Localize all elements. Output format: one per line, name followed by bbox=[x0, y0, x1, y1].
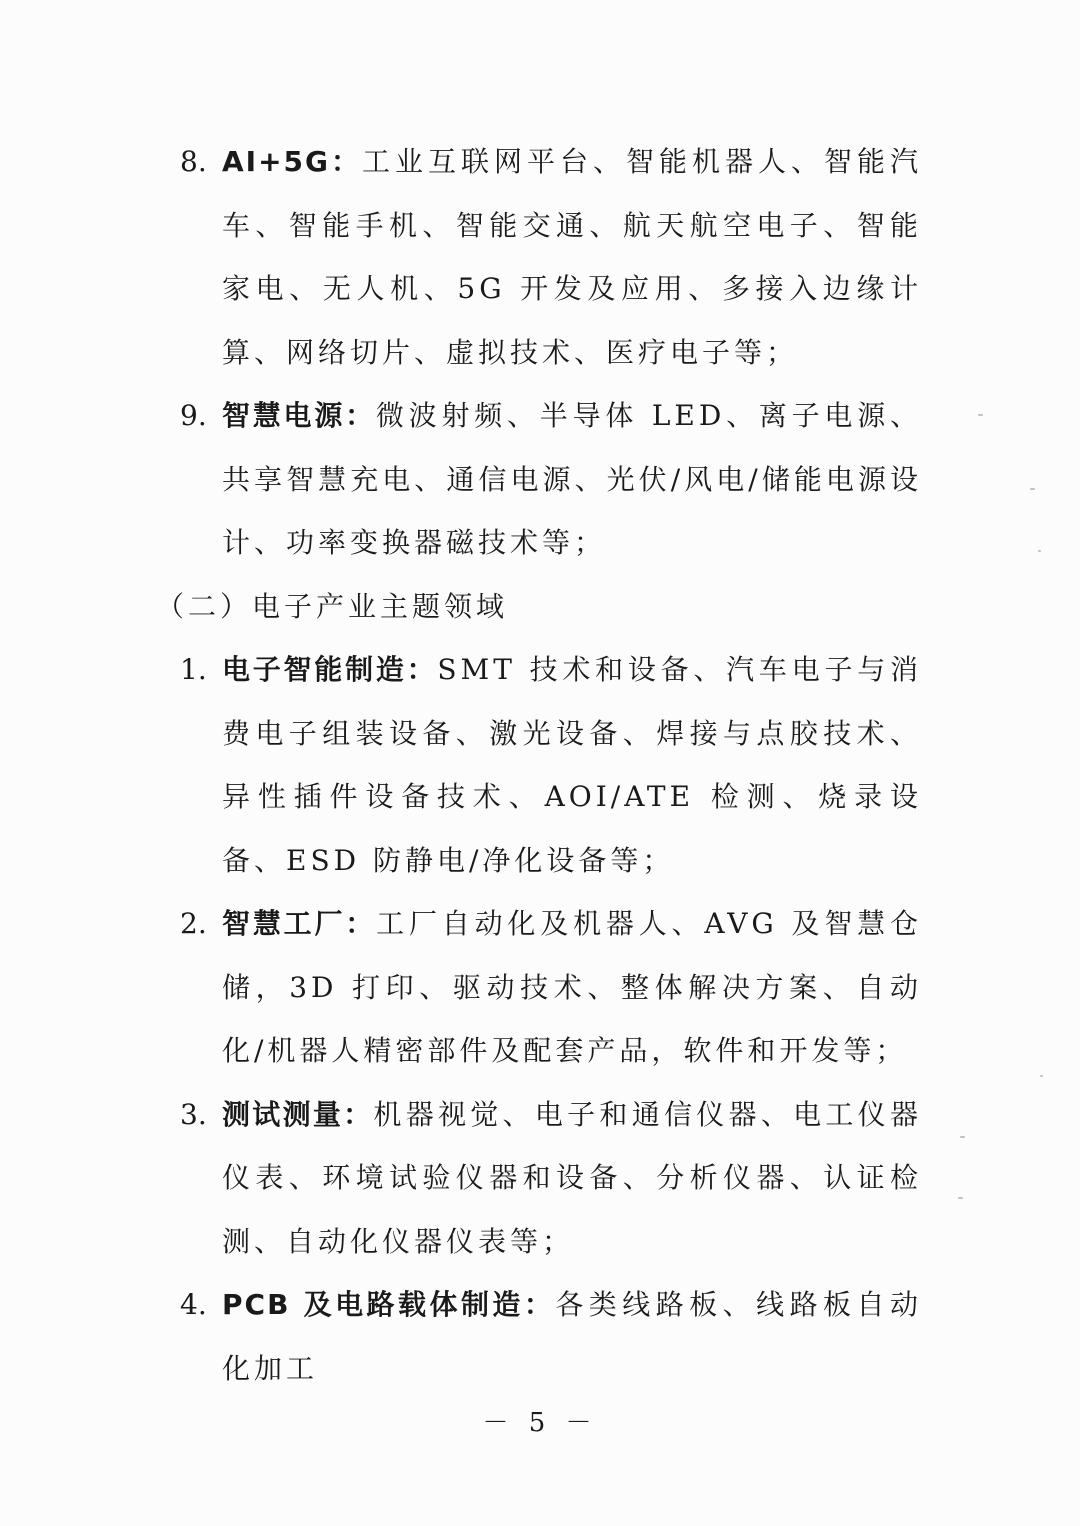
list-item-text: SMT 技术和设备、汽车电子与消费电子组装设备、激光设备、焊接与点胶技术、异性插件设备技术、AOI/ATE 检测、烧录设备、ESD 防静电/净化设备等； bbox=[222, 653, 922, 877]
list-item-2 bbox=[0, 892, 1080, 1083]
list-item-text: 微波射频、半导体 LED、离子电源、共享智慧充电、通信电源、光伏/风电/储能电源设计、功率变换器磁技术等； bbox=[222, 399, 922, 559]
list-item-body bbox=[222, 1083, 922, 1274]
list-item-number: 1. bbox=[180, 653, 207, 686]
list-item-text: 工业互联网平台、智能机器人、智能汽车、智能手机、智能交通、航天航空电子、智能家电、无人机、5G 开发及应用、多接入边缘计算、网络切片、虚拟技术、医疗电子等； bbox=[222, 145, 922, 369]
list-item-term: AI+5G： bbox=[222, 145, 363, 178]
list-item-text: 机器视觉、电子和通信仪器、电工仪器仪表、环境试验仪器和设备、分析仪器、认证检测、自动化仪器仪表等； bbox=[222, 1097, 922, 1258]
list-item-number: 3. bbox=[180, 1097, 207, 1131]
list-item-term: 智慧电源： bbox=[222, 399, 376, 432]
list-item-body bbox=[222, 1273, 922, 1400]
list-item-body bbox=[222, 892, 922, 1083]
list-item-3 bbox=[0, 1083, 1080, 1274]
list-item-8 bbox=[0, 130, 1080, 384]
scan-speck bbox=[958, 1197, 963, 1199]
list-item-term: 测试测量： bbox=[222, 1097, 374, 1131]
scan-speck bbox=[978, 414, 983, 416]
scan-speck bbox=[1040, 1075, 1043, 1077]
scan-speck bbox=[1030, 488, 1035, 490]
list-item-text: 工厂自动化及机器人、AVG 及智慧仓储，3D 打印、驱动技术、整体解决方案、自动化/机器人精密部件及配套产品，软件和开发等； bbox=[222, 907, 922, 1067]
list-item-text: 各类线路板、线路板自动化加工 bbox=[222, 1288, 922, 1385]
scan-speck bbox=[960, 1136, 965, 1138]
scan-speck bbox=[1038, 550, 1041, 552]
document-body bbox=[0, 130, 1080, 1400]
list-item-number: 4. bbox=[180, 1288, 207, 1321]
list-item-number: 9. bbox=[180, 399, 207, 432]
section-heading: （二）电子产业主题领域 bbox=[156, 589, 509, 623]
list-item-term: 智慧工厂： bbox=[222, 907, 377, 940]
list-item-body bbox=[222, 130, 922, 384]
list-item-number: 8. bbox=[180, 145, 207, 178]
list-item-term: PCB 及电路载体制造： bbox=[222, 1288, 556, 1321]
list-item-4 bbox=[0, 1273, 1080, 1400]
list-item-number: 2. bbox=[180, 907, 207, 940]
list-item-1 bbox=[0, 638, 1080, 892]
page-number: － 5 － bbox=[482, 1408, 598, 1438]
list-item-term: 电子智能制造： bbox=[222, 653, 438, 686]
list-item-9 bbox=[0, 384, 1080, 575]
list-item-body bbox=[222, 384, 922, 575]
list-item-body bbox=[222, 638, 922, 892]
